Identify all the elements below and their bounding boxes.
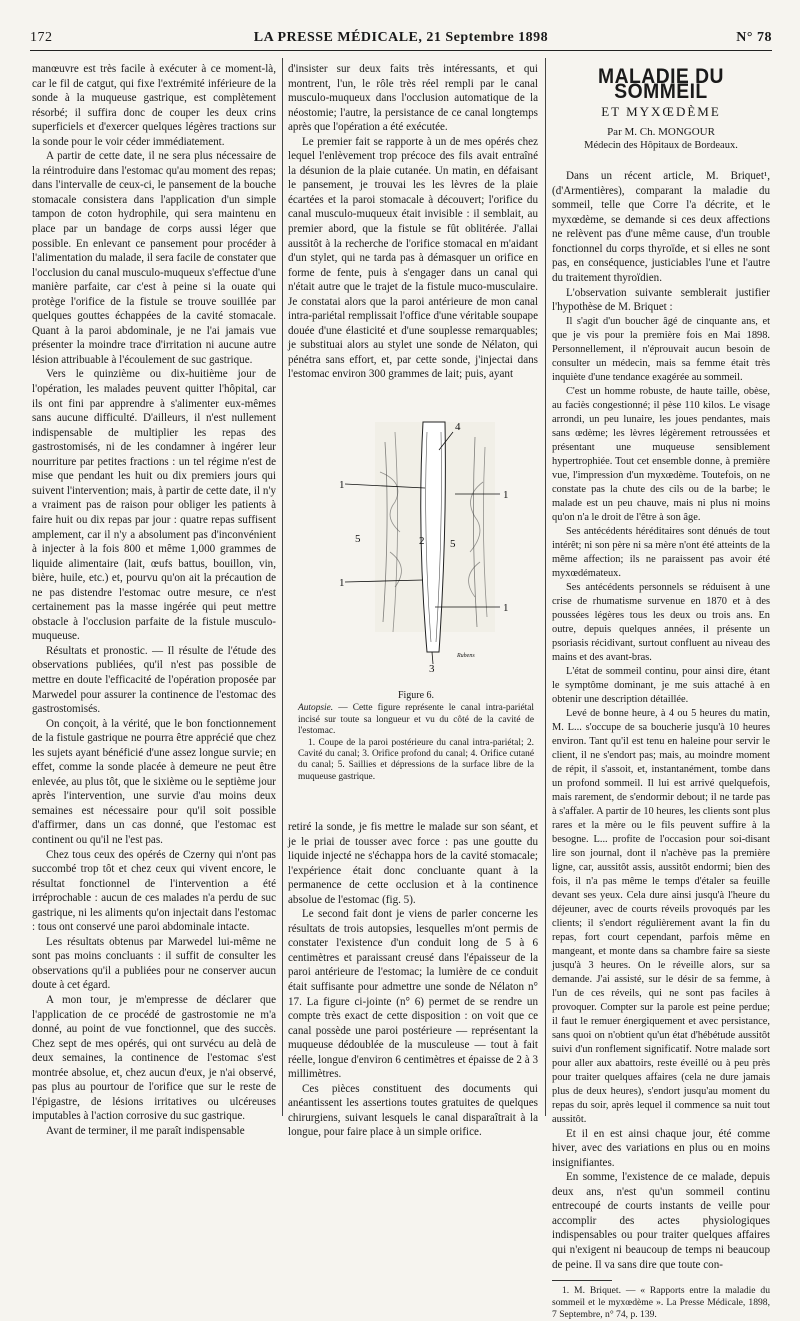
figure-label: 3 [429,663,435,675]
paragraph: Vers le quinzième ou dix-huitième jour de l'opération, les malades peuvent quitter l'hôpital, car ils ont fini par apprendre à s'alimenter eux-mêmes sans aucune difficulté. D'ailleurs, il n'est nullement indispensable de multiplier les repas des gastrostomisés, ni de les condamner à ingérer leur nourriture par petites fractions : un tel régime n'est de mise que pendant les huit ou dix premiers jours qui suivent l'intervention; mais, à partir de cette date, il n'y a vraiment pas de raison pour obliger les patients à faire huit ou dix repas par jour : quatre repas suffisent amplement, car il n'y a absolument pas d'inconvénient à injecter à la fois 800 et même 1,000 grammes de liquide alimentaire (lait, œufs battus, bouillon, vin, bière, huile, etc.) et, pourvu qu'on ait la précaution de ne pas distendre l'estomac outre mesure, ce n'est certainement pas la masse ingérée qui peut mettre obstacle à l'occlusion parfaite de la fistule musculo-muqueuse. [32,368,276,643]
paragraph: Ces pièces constituent des documents qui anéantissent les assertions toutes gratuites de quelques chirurgiens, suivant lesquels le canal disparaîtrait à la longue, pour faire place à un simple orifice. [288,1082,538,1139]
footnote-rule [552,1280,612,1281]
page-number: 172 [30,30,53,45]
engraver-signature: Rubens [457,653,475,659]
page-header [30,30,772,48]
paragraph: Ses antécédents héréditaires sont dénués de tout intérêt; ni son père ni sa mère n'ont été atteints de la même affection; ils ne paraissent pas avoir été myxœdémateux. [552,525,770,579]
paragraph: Le second fait dont je viens de parler concerne les résultats de trois autopsies, lesquelles m'ont permis de constater l'existence d'un conduit long de 5 à 6 centimètres et paraissant creusé dans l'épaisseur de la paroi antérieure de l'estomac; la lumière de ce conduit était suffisante pour admettre une sonde de Nélaton n° 17. La figure ci-jointe (n° 6) permet de se rendre un compte très exact de cette disposition : on voit que ce canal possède une paroi postérieure — représentant la muqueuse dédoublée de la musculeuse — tout à fait réelle, longue d'environ 6 centimètres et épaisse de 2 à 3 millimètres. [288,908,538,1081]
paragraph: Avant de terminer, il me paraît indispensable [46,1124,245,1137]
caption-text: — Cette figure représente le canal intra-pariétal incisé sur toute sa longueur et vu du côté de la cavité de l'estomac. [298,703,534,737]
paragraph: Les résultats obtenus par Marwedel lui-même ne sont pas moins concluants : il suffit de consulter les observations qu'il a publiées pour ne conserver aucun doute à cet égard. [32,935,276,992]
article-title: MALADIE DU SOMMEIL [598,65,724,103]
figure-label: 4 [455,421,461,433]
column-2-top [288,62,538,398]
figure-label: 1 [339,479,345,491]
case-report [552,315,770,1127]
figure-label: 2 [419,535,425,547]
caption-lead: Autopsie. [298,703,334,714]
figure-caption [298,690,534,783]
column-divider [282,58,283,1116]
figure-label: 5 [450,538,456,550]
journal-title: LA PRESSE MÉDICALE, 21 Septembre 1898 [253,30,549,45]
paragraph: Dans un récent article, M. Briquet¹, (d'Armentières), comparant la maladie du sommeil, telle que Corre l'a décrite, et le myxœdème, se demande si ces deux affections ne relèvent pas d'une même cause, d'un trouble fonctionnel du corps thyroïde, et si elles ne sont pas, en conséquence, justiciables l'une et l'autre du traitement thyroïdien. [552,170,770,285]
paragraph: Résultats et pronostic. — Il résulte de l'étude des observations publiées, qu'il n'est pas possible de mettre en doute l'efficacité de l'opération proposée par Marwedel pour assurer la continence de l'estomac des gastrostomisés. [32,644,276,716]
paragraph: Ses antécédents personnels se réduisent à une crise de rhumatisme survenue en 1870 et à des poussées légères tous les deux ou trois ans. En outre, depuis quelques années, il présente un psoriasis récidivant, surtout confluent au niveau des mains et des avant-bras. [552,581,770,663]
paragraph: d'insister sur deux faits très intéressants, et qui montrent, l'un, le rôle très réel rempli par le canal musculo-muqueux dans l'occlusion automatique de la néostomie; l'autre, la persistance de ce canal longtemps après que l'opération a été exécutée. [288,63,538,134]
figure-label: 1 [339,577,345,589]
issue-number: N° 78 [736,30,772,45]
paragraph: A partir de cette date, il ne sera plus nécessaire de la réintroduire dans l'estomac qu'au moment des repas; dans l'intervalle de ceux-ci, le pansement de la bouche stomacale consistera dans l'application d'un simple tampon de coton hydrophile, qui sera maintenu en place par un bandage de corps aussi léger que possible. En enlevant ce pansement pour procéder à l'alimentation du malade, il sera facile de constater que l'occlusion du canal musculo-muqueux s'effectue d'une manière parfaite, car c'est à peine si la ouate qui protège l'orifice de la fistule se trouve souillée par quelques gouttes échappées de la cavité stomacale. Quant à la paroi abdominale, je ne l'ai jamais vue présenter la moindre trace d'irritation ni aucune autre lésion attribuable à l'écoulement de suc gastrique. [32,150,276,366]
paragraph: Il s'agit d'un boucher âgé de cinquante ans, et que je vis pour la première fois en Mai 1898. Personnellement, il n'éprouvait aucun besoin de consulter un médecin, mais sa femme était très inquiète d'une tendance exagérée au sommeil. [552,315,770,383]
paragraph: Le premier fait se rapporte à un de mes opérés chez lequel l'enlèvement trop précoce des fils avait entraîné la désunion de la plaie cutanée. Un matin, en défaisant le pansement, je trouvai les les lèvres de la plaie écartées et la paroi stomacale à découvert; l'orifice du canal musculo-muqueux était invisible : il semblait, au premier abord, que la fistule se fût oblitérée. J'allai aussitôt à la recherche de l'orifice stomacal en m'aidant d'un stylet, qui ne tarda pas à démasquer un orifice en forme de fente, puis à s'engager dans un canal qui n'était autre que le trajet de la fistule muco-musculaire. Je constatai alors que la paroi antérieure de mon canal intra-pariétal remplissait l'office d'une véritable soupape douée d'une élasticité et d'une souplesse remarquables; je substituai alors au stylet une sonde de Nélaton, qui pénétra sans effort, et, par cette sonde, j'injectai dans l'estomac environ 300 grammes de lait; puis, ayant [288,135,538,381]
paragraph: manœuvre est très facile à exécuter à ce moment-là, car le fil de catgut, qui fixe l'extrémité inférieure de la sonde à la muqueuse gastrique, est complètement résorbé; il suffira donc de couper les deux crins superficiels et d'exercer quelques légères tractions sur la sonde pour le voir céder immédiatement. [32,63,276,148]
column-divider [545,58,546,1116]
paragraph: Levé de bonne heure, à 4 ou 5 heures du matin, M. L... s'occupe de sa boucherie jusqu'à 10 heures environ. Tant qu'il est tenu en haleine pour servir le client, il ne s'endort pas; mais, au moindre moment de répit, il s'assoit, et, instantanément, tombe dans un profond sommeil. Il lui est arrivé quelquefois, mais rarement, de s'endormir debout; il ne tarde pas à s'affaler. A partir de 10 heures, les clients sont plus rares et la mère ou le fils peuvent suffire à la besogne. L... profite de l'occasion pour soi-disant lire son journal, dont il n'achève pas la première ligne, car, aussitôt assis, aussitôt endormi; bien des fois, il n'a pas même le temps d'étaler sa feuille devant ses yeux. Cela dure ainsi jusqu'à l'heure du déjeuner, avec de courts réveils provoqués par les clients; il s'endort régulièrement avant la fin du repas, fort court cependant, parfois même en mangeant, et monte dans sa chambre faire sa sieste jusqu'à 3 heures. On le réveille alors, sur sa demande. J'ai assisté, sur le désir de sa femme, à l'un de ces réveils, qui ne sont pas faciles à provoquer. Compter sur la parole est peine perdue; il faut le remuer énergiquement et avec persistance, sans quoi on n'obtient qu'un état d'hébétude aussitôt suivi d'un ronflement significatif. Notre malade sort pour aller aux abattoirs, reste éveillé ou à peu près pour traiter quelques affaires (cela ne dure jamais plus de deux heures), s'endort jusqu'au moment du repas du soir, après lequel il commence sa nuit tout aussitôt. [552,707,770,1125]
paragraph: A mon tour, je m'empresse de déclarer que l'application de ce procédé de gastrostomie ne m'a donné, au point de vue fonctionnel, que des succès. Chez sept de mes opérés, qui ont survécu au delà de deux semaines, la continence de l'estomac s'est montrée absolue, et, chez aucun d'eux, je n'ai observé, pas plus au pourtour de l'orifice que sur le reste de l'épigastre, de lésions irritatives ou ulcéreuses imputables à l'action corrosive du suc gastrique. [32,994,276,1123]
paragraph: On conçoit, à la vérité, que le bon fonctionnement de la fistule gastrique ne pourra être apprécié que chez les sujets ayant bénéficié d'une assez longue survie; en effet, comme la sonde placée à demeure ne peut être enlevée, au plus tôt, que le sixième ou le septième jour après l'intervention, une survie d'au moins deux semaines est nécessaire pour qu'il soit possible d'affirmer, dans un cas donné, que l'estomac est continent ou qu'il ne l'est pas. [32,717,276,846]
figure-description [298,703,534,737]
footnote: 1. M. Briquet. — « Rapports entre la maladie du sommeil et le myxœdème ». La Presse Médicale, 1898, 7 Septembre, n° 74, p. 139. [552,1285,770,1321]
article-subtitle: ET MYXŒDÈME [601,104,721,120]
figure-label: 1 [503,489,509,501]
anatomical-figure [335,402,535,675]
paragraph: L'observation suivante semblerait justifier l'hypothèse de M. Briquet : [552,286,770,314]
header-rule [30,50,772,51]
figure-label: 1 [503,602,509,614]
column-3 [552,62,770,1321]
figure-label: 5 [355,533,361,545]
column-2-bottom [288,820,538,1139]
paragraph: C'est un homme robuste, de haute taille, obèse, au faciès congestionné; il pèse 110 kilos. Le visage arrondi, un peu lunaire, les joues pendantes, mais sans œdème; les lèvres légèrement retroussées et présentant une muqueuse sensiblement hypertrophiée. Tout cet ensemble donne, à première vue, l'impression d'un myxœdème. Toutefois, on ne constate pas la chute des cils ou de la barbe; le malade est un peu chauve, mais ni plus ni moins qu'on n'a le droit de l'être à son âge. [552,385,770,523]
paragraph: Et il en est ainsi chaque jour, été comme hiver, avec des variations en plus ou en moins insignifiantes. [552,1127,770,1169]
paragraph: L'état de sommeil continu, pour ainsi dire, étant le symptôme dominant, je me suis attaché à en obtenir une description détaillée. [552,665,770,705]
figure-title: Figure 6. [397,690,435,701]
article-author: Par M. Ch. MONGOUR [607,125,715,138]
paragraph: Chez tous ceux des opérés de Czerny qui n'ont pas succombé trop tôt et chez ceux qui vivent encore, le résultat fonctionnel de l'intervention a été irréprochable : aucun de ces malades n'a perdu de suc gastrique, ni les aliments qu'on injectait dans l'estomac : tous ont conservé une paroi abdominale intacte. [32,848,276,934]
author-role: Médecin des Hôpitaux de Bordeaux. [584,139,738,151]
column-1 [32,62,276,1137]
paragraph: En somme, l'existence de ce malade, depuis deux ans, n'est qu'un sommeil continu entrecoupé de courts instants de veille pour accomplir des actes physiologiques indispensables ou pour traiter quelques affaires qui n'exigent ni beaucoup de temps ni beaucoup de peine. Il va sans dire que toute con- [552,1171,770,1271]
paragraph: retiré la sonde, je fis mettre le malade sur son séant, et je le priai de tousser avec force : pas une goutte du liquide injecté ne s'échappa hors de la cavité stomacale; l'expérience était donc concluante quant à la permanence de cette occlusion et à la continence absolue de l'estomac (fig. 5). [288,821,538,906]
figure-legend: 1. Coupe de la paroi postérieure du canal intra-pariétal; 2. Cavité du canal; 3. Orifice profond du canal; 4. Orifice cutané du canal; 5. Saillies et dépressions de la surface libre de la muqueuse gastrique. [298,737,534,782]
